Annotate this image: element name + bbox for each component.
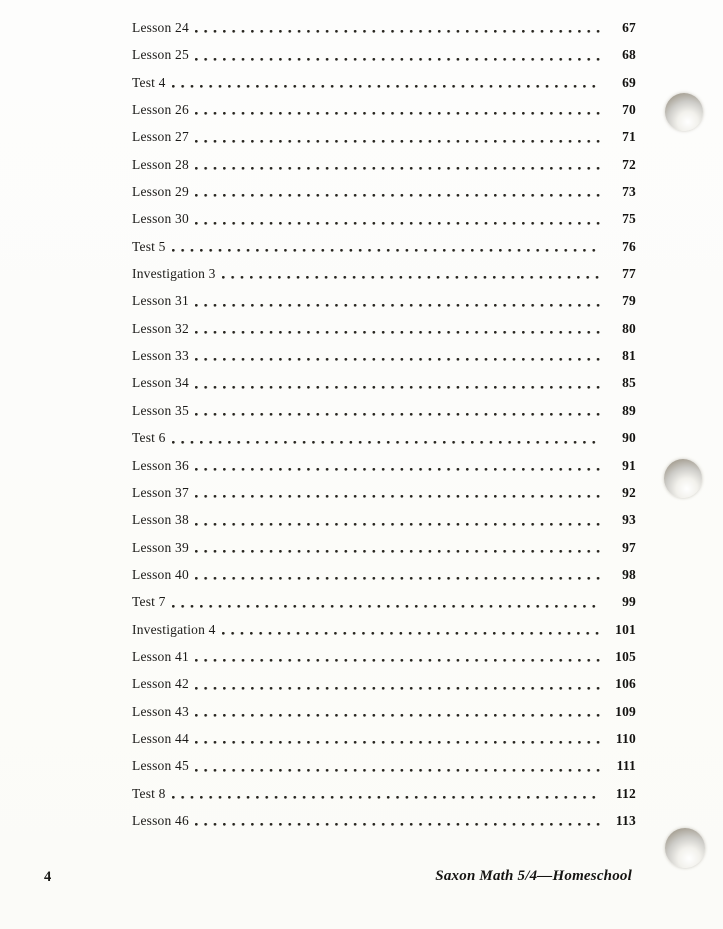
toc-entry-row <box>132 698 636 725</box>
dot-leader <box>189 807 609 834</box>
toc-entry-page-number: 97 <box>622 539 636 555</box>
dot-leader <box>189 14 609 41</box>
toc-entry-row <box>132 69 636 96</box>
toc-entry-title: Lesson 41 <box>132 648 189 664</box>
toc-entry-row <box>132 452 636 479</box>
toc-entry-page-number: 90 <box>622 430 636 446</box>
toc-entry-title: Test 7 <box>132 594 166 610</box>
toc-entry-row <box>132 151 636 178</box>
toc-entry-page-number: 113 <box>615 812 636 828</box>
toc-entry-row <box>132 41 636 68</box>
toc-entry-row <box>132 205 636 232</box>
toc-entry-row <box>132 315 636 342</box>
toc-entry-title: Investigation 3 <box>132 266 216 282</box>
toc-entry-title: Lesson 26 <box>132 102 189 118</box>
dot-leader <box>216 616 609 643</box>
toc-entry-page-number: 92 <box>622 484 636 500</box>
toc-entry-row <box>132 616 636 643</box>
dot-leader <box>189 342 609 369</box>
toc-entry-row <box>132 397 636 424</box>
toc-entry-row <box>132 588 636 615</box>
toc-entry-title: Lesson 32 <box>132 320 189 336</box>
toc-entry-page-number: 69 <box>622 74 636 90</box>
dot-leader <box>189 315 609 342</box>
dot-leader <box>189 752 609 779</box>
dot-leader <box>189 506 609 533</box>
toc-entry-page-number: 112 <box>615 785 636 801</box>
toc-entry-title: Lesson 36 <box>132 457 189 473</box>
toc-entry-title: Lesson 38 <box>132 512 189 528</box>
toc-entry-page-number: 105 <box>615 648 636 664</box>
toc-entry-title: Lesson 24 <box>132 20 189 35</box>
toc-entry-page-number: 77 <box>622 266 636 282</box>
toc-entry-page-number: 79 <box>622 293 636 309</box>
toc-entry-title: Lesson 39 <box>132 539 189 555</box>
toc-entry-row <box>132 260 636 287</box>
toc-entry-title: Lesson 46 <box>132 812 189 828</box>
toc-entry-page-number: 109 <box>615 703 636 719</box>
dot-leader <box>189 369 609 396</box>
dot-leader <box>189 151 609 178</box>
toc-entry-row <box>132 534 636 561</box>
toc-entry-title: Lesson 35 <box>132 402 189 418</box>
toc-entry-page-number: 75 <box>622 211 636 227</box>
dot-leader <box>189 397 609 424</box>
table-of-contents <box>132 14 636 834</box>
toc-entry-page-number: 67 <box>622 20 636 35</box>
dot-leader <box>189 96 609 123</box>
toc-entry-title: Lesson 43 <box>132 703 189 719</box>
toc-entry-row <box>132 752 636 779</box>
dot-leader <box>189 725 609 752</box>
toc-entry-page-number: 93 <box>622 512 636 528</box>
toc-entry-title: Test 6 <box>132 430 166 446</box>
toc-entry-row <box>132 287 636 314</box>
dot-leader <box>189 670 609 697</box>
toc-entry-row <box>132 233 636 260</box>
dot-leader <box>189 41 609 68</box>
toc-entry-row <box>132 342 636 369</box>
dot-leader <box>166 588 609 615</box>
toc-entry-row <box>132 643 636 670</box>
toc-entry-title: Lesson 30 <box>132 211 189 227</box>
toc-entry-page-number: 101 <box>615 621 636 637</box>
toc-entry-title: Lesson 31 <box>132 293 189 309</box>
toc-entry-page-number: 111 <box>616 758 636 774</box>
dot-leader <box>189 452 609 479</box>
toc-entry-page-number: 80 <box>622 320 636 336</box>
toc-entry-title: Lesson 44 <box>132 730 189 746</box>
toc-entry-row <box>132 96 636 123</box>
toc-entry-title: Test 4 <box>132 74 166 90</box>
toc-entry-title: Lesson 45 <box>132 758 189 774</box>
dot-leader <box>189 287 609 314</box>
toc-entry-title: Investigation 4 <box>132 621 216 637</box>
toc-entry-row <box>132 561 636 588</box>
dot-leader <box>189 479 609 506</box>
toc-entry-page-number: 71 <box>622 129 636 145</box>
toc-entry-page-number: 73 <box>622 184 636 200</box>
toc-entry-title: Test 5 <box>132 238 166 254</box>
toc-entry-page-number: 76 <box>622 238 636 254</box>
dot-leader <box>189 123 609 150</box>
toc-entry-page-number: 72 <box>622 156 636 172</box>
toc-entry-page-number: 70 <box>622 102 636 118</box>
toc-entry-page-number: 89 <box>622 402 636 418</box>
binder-hole-bottom-icon <box>665 828 705 868</box>
toc-entry-row <box>132 725 636 752</box>
toc-entry-row <box>132 123 636 150</box>
toc-entry-row <box>132 807 636 834</box>
toc-entry-title: Lesson 27 <box>132 129 189 145</box>
toc-entry-title: Lesson 28 <box>132 156 189 172</box>
dot-leader <box>189 643 609 670</box>
toc-entry-title: Lesson 40 <box>132 566 189 582</box>
footer-book-title: Saxon Math 5/4—Homeschool <box>435 868 632 884</box>
toc-entry-title: Lesson 25 <box>132 47 189 63</box>
dot-leader <box>166 69 609 96</box>
footer-page-number: 4 <box>44 869 52 885</box>
binder-hole-top-icon <box>665 93 703 131</box>
toc-entry-title: Lesson 42 <box>132 676 189 692</box>
dot-leader <box>189 561 609 588</box>
toc-entry-row <box>132 178 636 205</box>
toc-entry-title: Lesson 37 <box>132 484 189 500</box>
toc-entry-page-number: 99 <box>622 594 636 610</box>
dot-leader <box>166 780 609 807</box>
toc-entry-row <box>132 670 636 697</box>
toc-entry-page-number: 81 <box>622 348 636 364</box>
dot-leader <box>189 698 609 725</box>
toc-entry-page-number: 85 <box>622 375 636 391</box>
toc-entry-row <box>132 424 636 451</box>
toc-entry-row <box>132 369 636 396</box>
toc-entry-row <box>132 479 636 506</box>
toc-entry-row <box>132 506 636 533</box>
dot-leader <box>189 178 609 205</box>
dot-leader <box>216 260 609 287</box>
toc-entry-title: Lesson 33 <box>132 348 189 364</box>
toc-entry-row <box>132 14 636 41</box>
toc-entry-page-number: 106 <box>615 676 636 692</box>
toc-entry-title: Test 8 <box>132 785 166 801</box>
toc-entry-page-number: 91 <box>622 457 636 473</box>
toc-entry-title: Lesson 29 <box>132 184 189 200</box>
toc-entry-page-number: 68 <box>622 47 636 63</box>
binder-hole-middle-icon <box>664 459 702 498</box>
dot-leader <box>189 205 609 232</box>
dot-leader <box>166 233 609 260</box>
toc-entry-row <box>132 780 636 807</box>
toc-entry-title: Lesson 34 <box>132 375 189 391</box>
dot-leader <box>189 534 609 561</box>
dot-leader <box>166 424 609 451</box>
toc-entry-page-number: 98 <box>622 566 636 582</box>
toc-entry-page-number: 110 <box>615 730 636 746</box>
